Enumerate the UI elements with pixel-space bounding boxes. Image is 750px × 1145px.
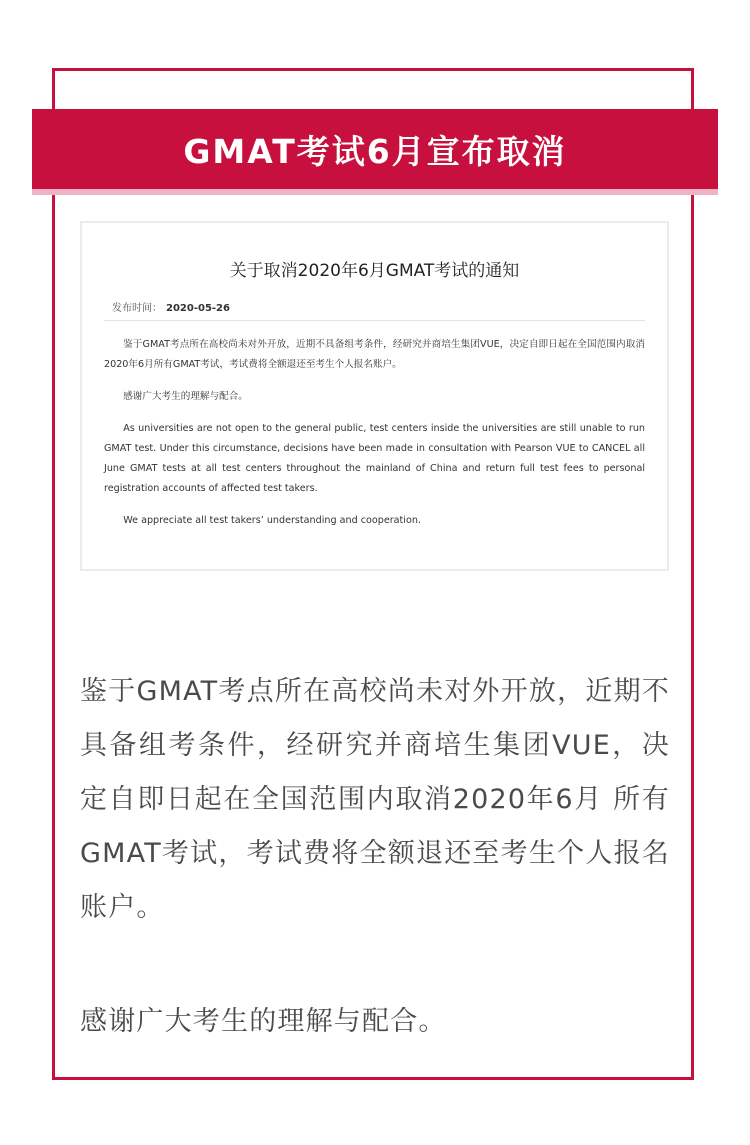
article-thanks: 感谢广大考生的理解与配合。 [80,1006,447,1037]
title-banner [32,109,718,195]
notice-paragraph-en: As universities are not open to the general public, test centers inside the universities are still unable to run GMAT test. Under this circumstance, decisions have been made in consultation with Pearson VUE to CANCEL all June GMAT tests at all test centers throughout the mainland of China and return full test fees to personal registration accounts of affected test takers. [104,423,645,494]
notice-screenshot [80,221,669,571]
notice-title: 关于取消2020年6月GMAT考试的通知 [229,261,520,281]
banner-title: GMAT考试6月宣布取消 [183,131,567,171]
article-paragraph: 鉴于GMAT考点所在高校尚未对外开放，近期不具备组考条件，经研究并商培生集团VUE，决定自即日起在全国范围内取消2020年6月 所有GMAT考试，考试费将全额退还至考生个人报名账户。 [80,676,670,923]
notice-date [104,299,645,321]
article-body [80,665,670,1049]
date-label: 发布时间： [112,303,162,314]
date-value: 2020-05-26 [166,303,230,314]
notice-thanks-cn: 感谢广大考生的理解与配合。 [123,391,248,402]
notice-body [104,335,645,531]
notice-thanks-en: We appreciate all test takers’ understanding and cooperation. [123,515,421,526]
notice-paragraph-cn: 鉴于GMAT考点所在高校尚未对外开放，近期不具备组考条件，经研究并商培生集团VUE，决定自即日起在全国范围内取消2020年6月所有GMAT考试，考试费将全额退还至考生个人报名账户。 [104,339,645,370]
